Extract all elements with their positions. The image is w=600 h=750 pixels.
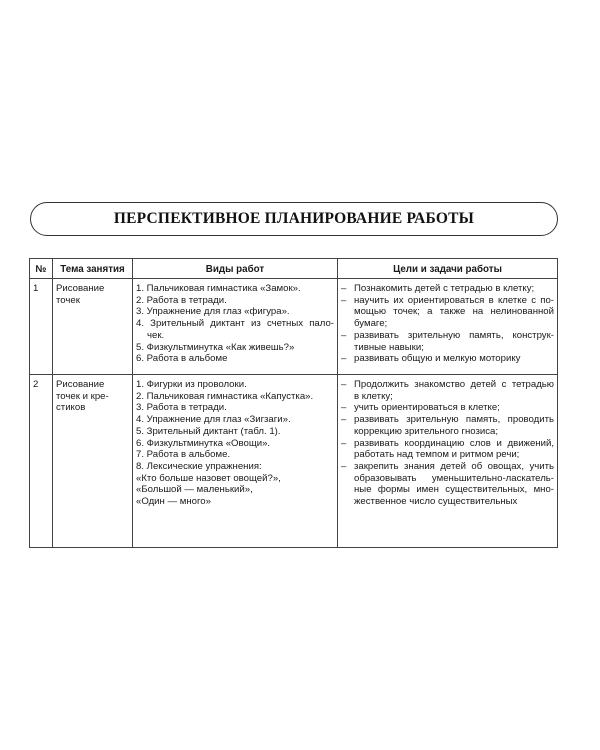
header-works: Виды работ [133, 259, 338, 279]
row-goals [338, 375, 558, 548]
goal-item [341, 353, 554, 365]
row-topic [53, 279, 133, 375]
work-item: 4. Упражнение для глаз «Зигзаги». [136, 414, 291, 426]
work-item: 3. Упражнение для глаз «фигура». [136, 306, 290, 318]
row-topic [53, 375, 133, 548]
goal-item [341, 283, 554, 295]
table-row [30, 279, 558, 375]
dash-bullet: – [341, 294, 347, 306]
work-item: 6. Физкультминутка «Овощи». [136, 437, 271, 449]
work-item: чек. [147, 329, 165, 341]
goal-line: образовывать уменьшительно-ласкатель- [354, 472, 554, 484]
work-item: 1. Пальчиковая гимнастика «Замок». [136, 283, 301, 294]
work-item: «Один — много» [136, 496, 211, 508]
topic-line: точек [56, 294, 80, 306]
header-goals: Цели и задачи работы [338, 259, 558, 279]
goal-line: жественное число существительных [354, 496, 518, 508]
goal-line: развивать общую и мелкую моторику [354, 353, 521, 365]
table-row [30, 375, 558, 548]
dash-bullet: – [341, 414, 347, 426]
goal-line: развивать координацию слов и движений, [354, 437, 554, 449]
goal-line: тивные навыки; [354, 341, 424, 353]
goal-item [341, 379, 554, 402]
work-item: 6. Работа в альбоме [136, 353, 228, 365]
work-item: 5. Зрительный диктант (табл. 1). [136, 425, 281, 437]
page-title: ПЕРСПЕКТИВНОЕ ПЛАНИРОВАНИЕ РАБОТЫ [113, 210, 475, 227]
goal-line: научить их ориентироваться в клетке с по- [354, 294, 554, 306]
work-item: 5. Физкультминутка «Как живешь?» [136, 341, 295, 353]
work-item: 8. Лексические упражнения: [136, 460, 262, 472]
goal-item [341, 295, 554, 330]
work-item: 4. Зрительный диктант из счетных пало- [136, 318, 334, 330]
goal-item [341, 402, 554, 414]
title-frame [30, 202, 558, 236]
goal-line: бумаге; [354, 318, 388, 330]
topic-line: Рисование [56, 283, 105, 294]
work-item: 3. Работа в тетради. [136, 402, 227, 414]
goal-line: мощью точек; а также на нелинованной [354, 306, 554, 318]
goal-line: Продолжить знакомство детей с тетрадью [354, 379, 554, 390]
goal-item [341, 461, 554, 508]
row-works [133, 375, 338, 548]
dash-bullet: – [341, 379, 347, 390]
goal-item [341, 330, 554, 353]
table-header-row [30, 259, 558, 279]
dash-bullet: – [341, 329, 347, 341]
goal-line: в клетку; [354, 390, 393, 402]
goal-item [341, 414, 554, 437]
row-number: 1 [30, 279, 53, 375]
work-item: 2. Пальчиковая гимнастика «Капустка». [136, 390, 314, 402]
goal-line: ные формы имен существительных, мно- [354, 484, 554, 496]
topic-line: стиков [56, 402, 86, 414]
work-item: 1. Фигурки из проволоки. [136, 379, 247, 390]
goal-line: работать над темпом и ритмом речи; [354, 449, 520, 461]
work-item: 2. Работа в тетради. [136, 294, 227, 306]
dash-bullet: – [341, 437, 347, 449]
goal-line: развивать зрительную память, конструк- [354, 329, 554, 341]
header-num: № [30, 259, 53, 279]
row-number: 2 [30, 375, 53, 548]
goal-line: коррекцию зрительного гнозиса; [354, 425, 499, 437]
work-item: 7. Работа в альбоме. [136, 449, 231, 461]
row-goals [338, 279, 558, 375]
goal-line: учить ориентироваться в клетке; [354, 402, 500, 414]
work-item: «Кто больше назовет овощей?», [136, 472, 281, 484]
goal-item [341, 438, 554, 461]
topic-line: Рисование [56, 379, 105, 390]
dash-bullet: – [341, 353, 347, 365]
work-item: «Большой — маленький», [136, 484, 253, 496]
dash-bullet: – [341, 283, 347, 294]
row-works [133, 279, 338, 375]
header-topic: Тема занятия [53, 259, 133, 279]
planning-table [29, 258, 558, 548]
goal-line: закрепить знания детей об овощах, учить [354, 460, 554, 472]
goal-line: развивать зрительную память, проводить [354, 414, 554, 426]
dash-bullet: – [341, 460, 347, 472]
dash-bullet: – [341, 402, 347, 414]
topic-line: точек и кре- [56, 390, 109, 402]
goal-line: Познакомить детей с тетрадью в клетку; [354, 283, 535, 294]
